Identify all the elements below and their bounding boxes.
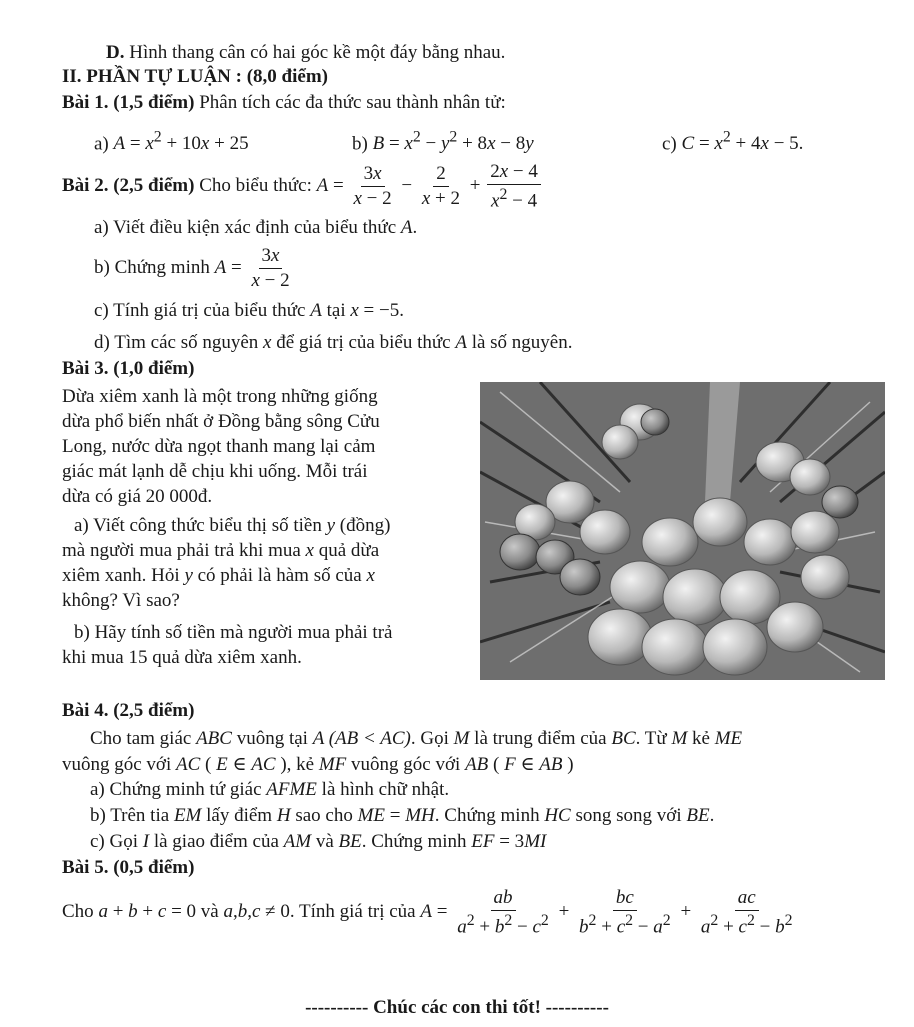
bai-5-title: Bài 5. (0,5 điểm)	[62, 857, 195, 878]
bai-2-title: Bài 2. (2,5 điểm)	[62, 174, 195, 196]
bai-4-b2: lấy điểm	[201, 805, 277, 826]
bai-4-l1f: kẻ	[687, 728, 715, 749]
bai-1-a-label: a)	[94, 133, 109, 155]
bai-4-b1: b) Trên tia	[90, 805, 174, 826]
bai-5-t2: và	[196, 900, 224, 922]
math-proof: A = $\frac{3x}{x - 2}$	[214, 245, 290, 291]
bai-3-a-t1: a) Viết công thức biểu thị số tiền	[74, 515, 327, 536]
bai-3-line-3: Long, nước dừa ngọt thanh mang lại cảm	[62, 436, 376, 457]
bai-4-l1c: . Gọi	[410, 728, 454, 749]
bai-1-c-label: c)	[662, 133, 677, 155]
coconut-photo	[480, 382, 885, 680]
bai-3-a-line-2: mà người mua phải trả khi mua x quả dừa	[62, 540, 380, 561]
bai-3-intro	[62, 384, 380, 509]
bai-4-c3: và	[311, 831, 339, 852]
bai-5-t1: Cho	[62, 900, 99, 922]
bai-3-a	[62, 513, 390, 613]
bai-4-title: Bài 4. (2,5 điểm)	[62, 700, 195, 721]
bai-5-body: Cho a + b + c = 0 và a,b,c ≠ 0. Tính giá trị của A = $\frac{ab}{a^2 + b^2 - c^2}$ + $\frac{bc}{b^2 + c^2 - a^2}$ + $\frac{ac}{a^2 + c^2 - b^2}$	[62, 888, 798, 937]
bai-1-a	[94, 129, 249, 155]
bai-3-line-2: dừa phổ biến nhất ở Đồng bằng sông Cửu	[62, 411, 380, 432]
bai-2-b	[94, 246, 295, 291]
bai-3-b-line-2: khi mua 15 quả dừa xiêm xanh.	[62, 647, 302, 668]
bai-4-c: c) Gọi I là giao điểm của AM và BE. Chứng minh EF = 3MI	[90, 831, 547, 852]
bai-4-b4: . Chứng minh	[434, 805, 545, 826]
bai-4-c1: c) Gọi	[90, 831, 143, 852]
bai-4-l1d: là trung điểm của	[469, 728, 612, 749]
bai-1-c	[662, 129, 803, 155]
math-b: $B = x^2 - y^2 + 8x - 8y$	[372, 129, 534, 155]
coconut-cluster-image	[480, 382, 885, 680]
bai-3-line-5: dừa có giá 20 000đ.	[62, 486, 213, 507]
bai-4-a1: a) Chứng minh tứ giác	[90, 779, 267, 800]
bai-2-c-text: c) Tính giá trị của biểu thức	[94, 300, 311, 321]
bai-3-a-t6: có phải là hàm số của	[192, 565, 367, 586]
bai-2-heading	[62, 162, 543, 211]
bai-4-line-1: Cho tam giác ABC vuông tại A (AB < AC). Gọi M là trung điểm của BC. Từ M kẻ ME	[90, 728, 743, 749]
bai-4-b3: sao cho	[290, 805, 358, 826]
bai-3-a-line-1: a) Viết công thức biểu thị số tiền y (đồng)	[74, 515, 391, 536]
bai-2-text: Cho biểu thức:	[194, 174, 317, 196]
bai-2-a: a) Viết điều kiện xác định của biểu thức A.	[94, 217, 418, 238]
bai-2-c-mid: tại	[321, 300, 351, 321]
bai-3-b	[62, 620, 392, 670]
bai-4-l1b: vuông tại	[231, 728, 313, 749]
bai-5-t3: . Tính giá trị của	[289, 900, 421, 922]
bai-3-title: Bài 3. (1,0 điểm)	[62, 358, 195, 379]
bai-4-l2c: vuông góc với	[346, 754, 466, 775]
math-a: $A = x^2 + 10x + 25$	[113, 129, 249, 155]
bai-3-a-t4: quả dừa	[313, 540, 380, 561]
footer-wish: ---------- Chúc các con thi tốt! ----------	[305, 997, 609, 1018]
bai-1-title: Bài 1. (1,5 điểm)	[62, 92, 195, 113]
bai-4-l1a: Cho tam giác	[90, 728, 197, 749]
bai-4-a2: là hình chữ nhật.	[316, 779, 450, 800]
bai-4-b5: song song với	[570, 805, 687, 826]
bai-2-d: d) Tìm các số nguyên x để giá trị của biểu thức A là số nguyên.	[94, 332, 573, 353]
bai-3-b-line-1: b) Hãy tính số tiền mà người mua phải trả	[74, 622, 393, 643]
bai-2-a-text: a) Viết điều kiện xác định của biểu thức	[94, 217, 401, 238]
bai-1-b-label: b)	[352, 133, 368, 155]
bai-4-l1e: . Từ	[635, 728, 672, 749]
bai-3-a-line-3: xiêm xanh. Hỏi y có phải là hàm số của x	[62, 565, 375, 586]
bai-4-c2: là giao điểm của	[149, 831, 284, 852]
section-2-heading: II. PHẦN TỰ LUẬN : (8,0 điểm)	[62, 66, 328, 87]
bai-1-heading	[62, 92, 506, 114]
bai-3-a-t5: xiêm xanh. Hỏi	[62, 565, 185, 586]
bai-2-c: c) Tính giá trị của biểu thức A tại x = −5.	[94, 300, 404, 321]
bai-3-a-t3: mà người mua phải trả khi mua	[62, 540, 306, 561]
bai-4-line-2: vuông góc với AC ( E ∈ AC ), kẻ MF vuông góc với AB ( F ∈ AB )	[62, 754, 574, 775]
bai-4-l2b: , kẻ	[286, 754, 319, 775]
bai-1-text: Phân tích các đa thức sau thành nhân tử:	[194, 92, 506, 113]
option-d-text: Hình thang cân có hai góc kề một đáy bằng nhau.	[124, 42, 506, 63]
math-c: $C = x^2 + 4x - 5$.	[681, 129, 804, 155]
bai-3-a-t2: (đồng)	[335, 515, 391, 536]
math-expression-a: A = $\frac{3x}{x - 2}$ − $\frac{2}{x + 2}$ + $\frac{2x - 4}{x^2 - 4}$	[317, 175, 543, 196]
bai-4-c4: . Chứng minh	[361, 831, 472, 852]
option-d	[106, 42, 505, 64]
bai-3-line-4: giác mát lạnh dễ chịu khi uống. Mỗi trái	[62, 461, 368, 482]
bai-1-b	[352, 129, 534, 155]
bai-3-a-line-4: không? Vì sao?	[62, 590, 180, 611]
bai-4-b: b) Trên tia EM lấy điểm H sao cho ME = MH. Chứng minh HC song song với BE.	[90, 805, 715, 826]
bai-2-d-text-3: là số nguyên.	[466, 332, 573, 353]
bai-2-d-text-2: để giá trị của biểu thức	[271, 332, 456, 353]
bai-2-b-text: b) Chứng minh	[94, 256, 215, 278]
bai-4-l2a: vuông góc với	[62, 754, 177, 775]
bai-4-a: a) Chứng minh tứ giác AFME là hình chữ nhật.	[90, 779, 450, 800]
option-d-label: D.	[106, 42, 125, 63]
bai-2-d-text-1: d) Tìm các số nguyên	[94, 332, 264, 353]
bai-3-line-1: Dừa xiêm xanh là một trong những giống	[62, 386, 378, 407]
math-bai-5: A = $\frac{ab}{a^2 + b^2 - c^2}$ + $\frac{bc}{b^2 + c^2 - a^2}$ + $\frac{ac}{a^2 + c^2 - b^2}$	[420, 887, 793, 938]
